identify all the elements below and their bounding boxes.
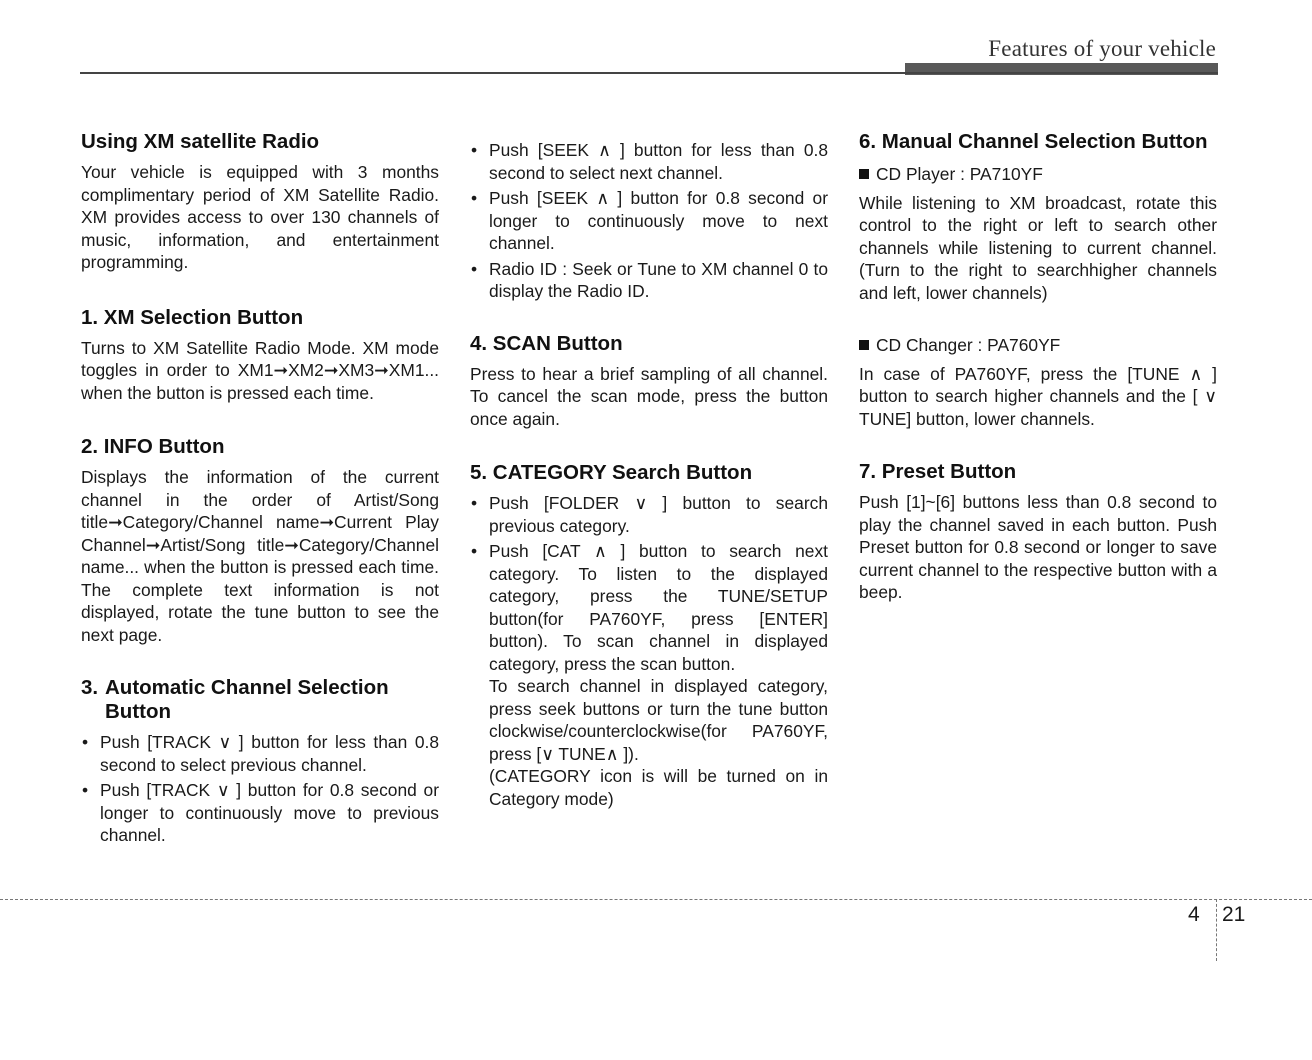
section-3-heading: [81, 676, 439, 724]
section-6-text-2: In case of PA760YF, press the [TUNE ∧ ] button to search higher channels and the [ ∨ TUNE] button, lower channels.: [859, 363, 1217, 429]
header-rule: [80, 72, 1218, 74]
list-item: • Push [TRACK ∨ ] button for 0.8 second or longer to continuously move to previous channel.: [81, 779, 439, 847]
section-5-continuation: To search channel in displayed category, press seek buttons or turn the tune button clockwise/counterclockwise(for PA760YF, press [∨ TUNE∧ ]).: [489, 676, 828, 764]
intro-text: Your vehicle is equipped with 3 months complimentary period of XM Satellite Radio. XM provides access to over 130 channels of music, information, and entertainment programming.: [81, 162, 439, 272]
column-1: [81, 130, 439, 850]
square-bullet-icon: [859, 169, 869, 179]
cd-changer-label: CD Changer : PA760YF: [876, 335, 1061, 355]
section-4-heading: 4. SCAN Button: [470, 331, 623, 355]
section-6-text-1: While listening to XM broadcast, rotate this control to the right or left to search other channels while listening to current channel. (Turn to the right to searchhigher channels and left, lower channels): [859, 192, 1217, 303]
list-item: • Radio ID : Seek or Tune to XM channel 0 to display the Radio ID.: [470, 258, 828, 303]
intro-heading: Using XM satellite Radio: [81, 130, 320, 153]
page-number-separator: [1216, 899, 1217, 961]
page-number: 21: [1222, 903, 1246, 926]
cd-player-subheading: [859, 163, 1217, 186]
seek-list: [470, 139, 828, 303]
section-5-list: [470, 492, 828, 675]
section-3-title: Automatic Channel Selection Button: [105, 676, 389, 723]
cd-changer-subheading: [859, 334, 1217, 357]
chapter-number: 4: [1188, 903, 1200, 926]
column-3: [859, 130, 1217, 604]
list-item: • Push [CAT ∧ ] button to search next category. To listen to the displayed category, press the TUNE/SETUP button(for PA760YF, press [ENTER] button). To scan channel in displayed category, press the scan button.: [470, 540, 828, 675]
column-2: [470, 139, 828, 810]
section-3-number: 3.: [81, 676, 99, 699]
list-item: • Push [SEEK ∧ ] button for 0.8 second or longer to continuously move to next channel.: [470, 187, 828, 255]
section-6-heading: 6. Manual Channel Selection Button: [859, 130, 1208, 153]
section-7-heading: 7. Preset Button: [859, 460, 1017, 483]
section-2-heading: 2. INFO Button: [81, 435, 225, 458]
list-item: • Push [TRACK ∨ ] button for less than 0.8 second to select previous channel.: [81, 731, 439, 776]
section-2-text: Displays the information of the current channel in the order of Artist/Song title➞Category/Channel name➞Current Play Channel➞Artist/Song title➞Category/Channel name... when the button is pressed each time. The complete text information is not displayed, rotate the tune button to see the next page.: [81, 467, 439, 645]
section-1-heading: 1. XM Selection Button: [81, 305, 304, 329]
section-1-text: Turns to XM Satellite Radio Mode. XM mode toggles in order to XM1➞XM2➞XM3➞XM1... when the button is pressed each time.: [81, 337, 439, 403]
section-5-note: (CATEGORY icon is will be turned on in Category mode): [489, 766, 828, 809]
footer-dashed-rule: [0, 899, 1312, 900]
section-4-text: Press to hear a brief sampling of all channel. To cancel the scan mode, press the button once again.: [470, 363, 828, 429]
list-item: • Push [SEEK ∧ ] button for less than 0.8 second to select next channel.: [470, 139, 828, 184]
section-5-heading: 5. CATEGORY Search Button: [470, 461, 753, 484]
page-header-title: Features of your vehicle: [988, 36, 1216, 61]
section-3-list: [81, 731, 439, 847]
cd-player-label: CD Player : PA710YF: [876, 164, 1043, 184]
section-7-text: Push [1]~[6] buttons less than 0.8 second to play the channel saved in each button. Push Preset button for 0.8 second or longer to save current channel to the respective button with a beep.: [859, 492, 1217, 602]
list-item: • Push [FOLDER ∨ ] button to search previous category.: [470, 492, 828, 537]
square-bullet-icon: [859, 340, 869, 350]
